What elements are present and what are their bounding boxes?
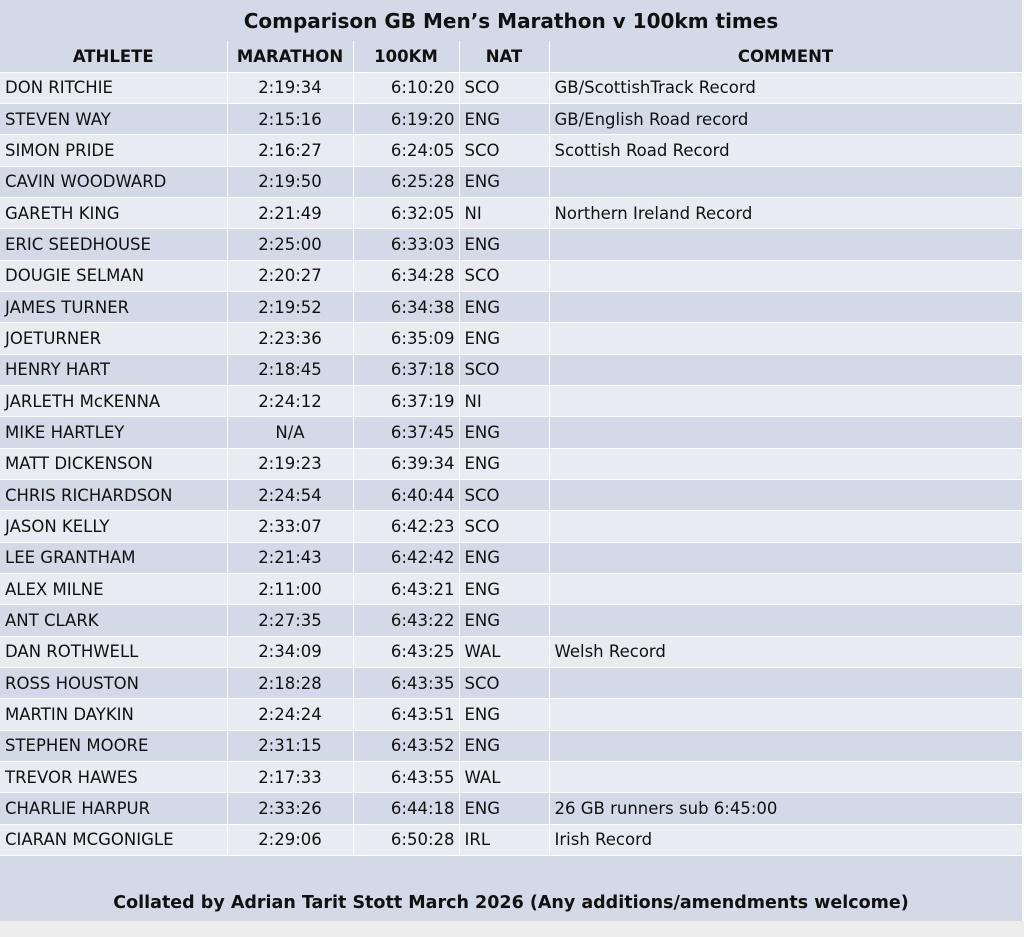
cell-athlete: STEVEN WAY <box>0 103 227 134</box>
header-100km: 100KM <box>353 41 459 72</box>
cell-comment <box>549 448 1022 479</box>
cell-nat: WAL <box>459 762 549 793</box>
cell-marathon: 2:24:24 <box>227 699 353 730</box>
table-row <box>0 511 1022 542</box>
cell-marathon: 2:33:26 <box>227 793 353 824</box>
table-row <box>0 479 1022 510</box>
table-row <box>0 762 1022 793</box>
cell-nat: SCO <box>459 668 549 699</box>
header-athlete: ATHLETE <box>0 41 227 72</box>
table-row <box>0 260 1022 291</box>
cell-100km: 6:42:42 <box>353 542 459 573</box>
cell-marathon: 2:33:07 <box>227 511 353 542</box>
table-row <box>0 699 1022 730</box>
table-row <box>0 135 1022 166</box>
cell-athlete: MARTIN DAYKIN <box>0 699 227 730</box>
cell-comment <box>549 668 1022 699</box>
cell-nat: SCO <box>459 135 549 166</box>
cell-comment <box>549 479 1022 510</box>
header-nat: NAT <box>459 41 549 72</box>
cell-athlete: ANT CLARK <box>0 605 227 636</box>
cell-athlete: LEE GRANTHAM <box>0 542 227 573</box>
cell-nat: SCO <box>459 72 549 103</box>
cell-100km: 6:40:44 <box>353 479 459 510</box>
table-row <box>0 417 1022 448</box>
cell-comment <box>549 762 1022 793</box>
cell-marathon: 2:20:27 <box>227 260 353 291</box>
cell-athlete: CAVIN WOODWARD <box>0 166 227 197</box>
cell-athlete: STEPHEN MOORE <box>0 730 227 761</box>
cell-athlete: JOETURNER <box>0 323 227 354</box>
results-table <box>0 41 1023 856</box>
cell-marathon: 2:21:43 <box>227 542 353 573</box>
cell-athlete: TREVOR HAWES <box>0 762 227 793</box>
table-row <box>0 197 1022 228</box>
cell-100km: 6:43:35 <box>353 668 459 699</box>
cell-comment <box>549 699 1022 730</box>
cell-marathon: 2:19:23 <box>227 448 353 479</box>
cell-athlete: JARLETH McKENNA <box>0 385 227 416</box>
cell-athlete: ERIC SEEDHOUSE <box>0 229 227 260</box>
cell-comment <box>549 574 1022 605</box>
cell-marathon: 2:11:00 <box>227 574 353 605</box>
cell-100km: 6:43:51 <box>353 699 459 730</box>
cell-comment <box>549 730 1022 761</box>
cell-marathon: 2:18:45 <box>227 354 353 385</box>
cell-comment: Northern Ireland Record <box>549 197 1022 228</box>
cell-nat: ENG <box>459 103 549 134</box>
cell-marathon: 2:15:16 <box>227 103 353 134</box>
cell-athlete: ALEX MILNE <box>0 574 227 605</box>
table-row <box>0 542 1022 573</box>
cell-100km: 6:35:09 <box>353 323 459 354</box>
cell-marathon: 2:34:09 <box>227 636 353 667</box>
cell-comment <box>549 229 1022 260</box>
cell-marathon: 2:19:50 <box>227 166 353 197</box>
cell-athlete: DAN ROTHWELL <box>0 636 227 667</box>
bottom-edge <box>0 921 1024 937</box>
cell-comment: GB/English Road record <box>549 103 1022 134</box>
cell-comment: GB/ScottishTrack Record <box>549 72 1022 103</box>
cell-100km: 6:44:18 <box>353 793 459 824</box>
cell-nat: WAL <box>459 636 549 667</box>
cell-marathon: 2:24:12 <box>227 385 353 416</box>
cell-marathon: 2:29:06 <box>227 824 353 855</box>
cell-marathon: 2:25:00 <box>227 229 353 260</box>
cell-athlete: SIMON PRIDE <box>0 135 227 166</box>
header-marathon: MARATHON <box>227 41 353 72</box>
cell-nat: IRL <box>459 824 549 855</box>
table-row <box>0 636 1022 667</box>
cell-100km: 6:37:18 <box>353 354 459 385</box>
cell-nat: ENG <box>459 291 549 322</box>
cell-comment <box>549 291 1022 322</box>
cell-100km: 6:37:45 <box>353 417 459 448</box>
table-row <box>0 574 1022 605</box>
cell-comment: Welsh Record <box>549 636 1022 667</box>
cell-nat: ENG <box>459 417 549 448</box>
cell-comment <box>549 354 1022 385</box>
cell-comment: Irish Record <box>549 824 1022 855</box>
cell-marathon: 2:23:36 <box>227 323 353 354</box>
cell-nat: ENG <box>459 730 549 761</box>
cell-athlete: CHARLIE HARPUR <box>0 793 227 824</box>
cell-comment <box>549 417 1022 448</box>
table-row <box>0 385 1022 416</box>
cell-nat: ENG <box>459 542 549 573</box>
table-row <box>0 793 1022 824</box>
cell-100km: 6:42:23 <box>353 511 459 542</box>
cell-100km: 6:25:28 <box>353 166 459 197</box>
cell-nat: ENG <box>459 229 549 260</box>
cell-marathon: 2:31:15 <box>227 730 353 761</box>
cell-nat: ENG <box>459 166 549 197</box>
cell-marathon: 2:21:49 <box>227 197 353 228</box>
cell-athlete: ROSS HOUSTON <box>0 668 227 699</box>
header-comment: COMMENT <box>549 41 1022 72</box>
cell-athlete: DON RITCHIE <box>0 72 227 103</box>
table-row <box>0 605 1022 636</box>
table-row <box>0 730 1022 761</box>
cell-nat: ENG <box>459 574 549 605</box>
cell-comment <box>549 542 1022 573</box>
cell-marathon: 2:27:35 <box>227 605 353 636</box>
table-body <box>0 72 1022 856</box>
table-row <box>0 291 1022 322</box>
cell-athlete: GARETH KING <box>0 197 227 228</box>
cell-100km: 6:39:34 <box>353 448 459 479</box>
cell-nat: ENG <box>459 323 549 354</box>
cell-100km: 6:33:03 <box>353 229 459 260</box>
cell-comment <box>549 385 1022 416</box>
cell-nat: SCO <box>459 479 549 510</box>
cell-comment: 26 GB runners sub 6:45:00 <box>549 793 1022 824</box>
cell-nat: ENG <box>459 448 549 479</box>
cell-100km: 6:19:20 <box>353 103 459 134</box>
footer-note: Collated by Adrian Tarit Stott March 2026 (Any additions/amendments welcome) <box>0 885 1022 921</box>
cell-100km: 6:10:20 <box>353 72 459 103</box>
table-row <box>0 668 1022 699</box>
cell-nat: SCO <box>459 354 549 385</box>
table-row <box>0 323 1022 354</box>
cell-athlete: CHRIS RICHARDSON <box>0 479 227 510</box>
cell-marathon: 2:18:28 <box>227 668 353 699</box>
cell-comment <box>549 511 1022 542</box>
table-row <box>0 448 1022 479</box>
cell-100km: 6:32:05 <box>353 197 459 228</box>
cell-athlete: CIARAN MCGONIGLE <box>0 824 227 855</box>
cell-comment <box>549 323 1022 354</box>
cell-nat: SCO <box>459 511 549 542</box>
cell-nat: SCO <box>459 260 549 291</box>
cell-nat: NI <box>459 385 549 416</box>
cell-marathon: 2:19:34 <box>227 72 353 103</box>
cell-nat: ENG <box>459 793 549 824</box>
cell-comment <box>549 605 1022 636</box>
table-row <box>0 354 1022 385</box>
cell-100km: 6:34:38 <box>353 291 459 322</box>
cell-athlete: JASON KELLY <box>0 511 227 542</box>
cell-athlete: MIKE HARTLEY <box>0 417 227 448</box>
cell-100km: 6:34:28 <box>353 260 459 291</box>
table-title: Comparison GB Men’s Marathon v 100km times <box>0 0 1022 42</box>
cell-100km: 6:43:22 <box>353 605 459 636</box>
cell-nat: ENG <box>459 699 549 730</box>
cell-100km: 6:43:52 <box>353 730 459 761</box>
header-row <box>0 41 1022 72</box>
cell-comment <box>549 260 1022 291</box>
cell-marathon: 2:24:54 <box>227 479 353 510</box>
cell-comment <box>549 166 1022 197</box>
cell-athlete: DOUGIE SELMAN <box>0 260 227 291</box>
cell-athlete: MATT DICKENSON <box>0 448 227 479</box>
table-row <box>0 103 1022 134</box>
cell-100km: 6:50:28 <box>353 824 459 855</box>
cell-marathon: 2:19:52 <box>227 291 353 322</box>
cell-comment: Scottish Road Record <box>549 135 1022 166</box>
table-row <box>0 824 1022 855</box>
table-row <box>0 72 1022 103</box>
cell-nat: NI <box>459 197 549 228</box>
cell-marathon: N/A <box>227 417 353 448</box>
cell-100km: 6:43:25 <box>353 636 459 667</box>
table-row <box>0 229 1022 260</box>
cell-athlete: JAMES TURNER <box>0 291 227 322</box>
cell-100km: 6:37:19 <box>353 385 459 416</box>
cell-marathon: 2:16:27 <box>227 135 353 166</box>
table-row <box>0 166 1022 197</box>
cell-100km: 6:43:21 <box>353 574 459 605</box>
cell-nat: ENG <box>459 605 549 636</box>
cell-athlete: HENRY HART <box>0 354 227 385</box>
cell-100km: 6:24:05 <box>353 135 459 166</box>
cell-100km: 6:43:55 <box>353 762 459 793</box>
cell-marathon: 2:17:33 <box>227 762 353 793</box>
